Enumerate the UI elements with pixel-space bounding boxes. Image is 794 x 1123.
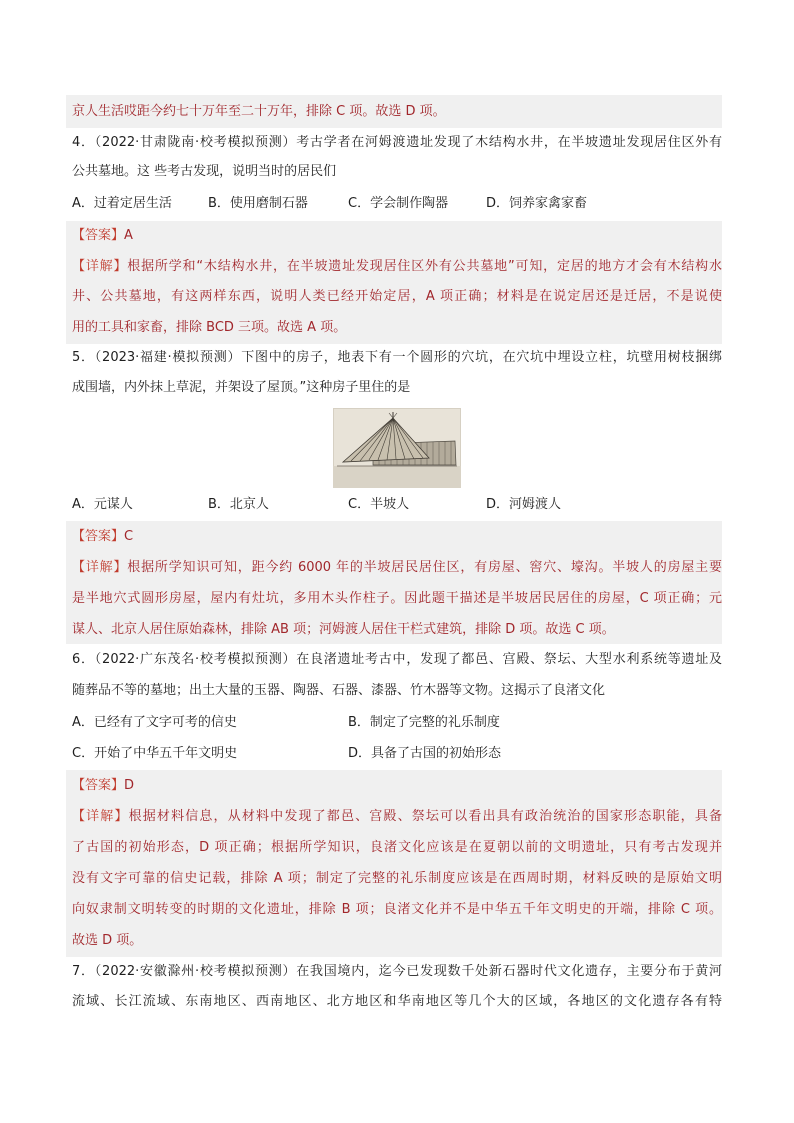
q6-option-d: D．具备了古国的初始形态 — [348, 746, 502, 761]
q4-detail-line-3: 用的工具和家畜，排除 BCD 三项。故选 A 项。 — [72, 320, 347, 335]
q4-option-c: C．学会制作陶器 — [348, 196, 449, 211]
q6-option-c: C．开始了中华五千年文明史 — [72, 746, 238, 761]
q4-option-b: B．使用磨制石器 — [208, 196, 308, 211]
carryover-detail-line: 京人生活哎距今约七十万年至二十万年，排除 C 项。故选 D 项。 — [72, 104, 446, 119]
q4-stem-line-2: 公共墓地。这 些考古发现，说明当时的居民们 — [72, 164, 337, 179]
q6-stem-line-1: 6．（2022·广东茂名·校考模拟预测）在良渚遗址考古中，发现了都邑、宫殿、祭坛、大型水利系统等遗址及 — [72, 652, 722, 667]
q5-stem-line-1: 5．（2023·福建·模拟预测）下图中的房子，地表下有一个圆形的穴坑，在穴坑中埋设立柱，坑壁用树枝捆绑 — [72, 350, 722, 365]
q5-detail-line-1: 【详解】根据所学知识可知，距今约 6000 年的半坡居民居住区，有房屋、窖穴、壕沟。半坡人的房屋主要 — [72, 560, 722, 575]
q5-answer-line — [72, 527, 722, 547]
answer-label: 【答案】 — [72, 228, 125, 243]
q4-option-a: A．过着定居生活 — [72, 196, 172, 211]
detail-label: 【详解】 — [72, 809, 129, 824]
q5-detail-line-3: 谋人、北京人居住原始森林，排除 AB 项；河姆渡人居住干栏式建筑，排除 D 项。故选 C 项。 — [72, 622, 615, 637]
q6-answer-box — [66, 770, 722, 957]
q6-stem-line-2: 随葬品不等的墓地；出土大量的玉器、陶器、石器、漆器、竹木器等文物。这揭示了良渚文化 — [72, 683, 606, 698]
q4-detail-line-1: 【详解】根据所学和“木结构水井，在半坡遗址发现居住区外有公共墓地”可知，定居的地方才会有木结构水 — [72, 259, 722, 274]
q5-stem-line-2: 成围墙，内外抹上草泥，并架设了屋顶。”这种房子里住的是 — [72, 380, 411, 395]
q6-option-a: A．已经有了文字可考的信史 — [72, 715, 237, 730]
q5-answer-value: C — [124, 529, 134, 544]
hut-illustration — [333, 408, 461, 488]
q5-option-c: C．半坡人 — [348, 497, 410, 512]
q5-option-d: D．河姆渡人 — [486, 497, 562, 512]
answer-label: 【答案】 — [72, 529, 125, 544]
q4-answer-value: A — [124, 228, 133, 243]
q5-option-b: B．北京人 — [208, 497, 269, 512]
q4-answer-line — [72, 226, 722, 246]
q6-answer-value: D — [124, 778, 135, 793]
q7-stem-line-1: 7．（2022·安徽滁州·校考模拟预测）在我国境内，迄今已发现数千处新石器时代文化遗存，主要分布于黄河 — [72, 964, 722, 979]
q4-option-d: D．饲养家禽家畜 — [486, 196, 588, 211]
detail-label: 【详解】 — [72, 560, 128, 575]
detail-label: 【详解】 — [72, 259, 128, 274]
q4-stem-line-1: 4．（2022·甘肃陇南·校考模拟预测）考古学者在河姆渡遗址发现了木结构水井，在半坡遗址发现居住区外有 — [72, 135, 722, 150]
q5-detail-line-2: 是半地穴式圆形房屋，屋内有灶坑，多用木头作柱子。因此题干描述是半坡居民居住的房屋，C 项正确；元 — [72, 591, 722, 606]
q5-option-a: A．元谋人 — [72, 497, 133, 512]
q6-detail-line-4: 向奴隶制文明转变的时期的文化遗址，排除 B 项；良渚文化并不是中华五千年文明史的开端，排除 C 项。 — [72, 902, 722, 917]
q6-detail-line-3: 没有文字可靠的信史记载，排除 A 项；制定了完整的礼乐制度应该是在西周时期，材料反映的是原始文明 — [72, 871, 722, 886]
q7-stem-line-2: 流域、长江流域、东南地区、西南地区、北方地区和华南地区等几个大的区域，各地区的文化遗存各有特 — [72, 994, 722, 1009]
q6-detail-line-2: 了古国的初始形态，D 项正确；根据所学知识，良渚文化应该是在夏朝以前的文明遗址，只有考古发现并 — [72, 840, 722, 855]
q6-detail-line-5: 故选 D 项。 — [72, 933, 143, 948]
q4-detail-line-2: 井、公共墓地，有这两样东西，说明人类已经开始定居，A 项正确；材料是在说定居还是迁居，不是说使 — [72, 289, 722, 304]
q6-option-b: B．制定了完整的礼乐制度 — [348, 715, 500, 730]
q6-detail-line-1: 【详解】根据材料信息，从材料中发现了都邑、宫殿、祭坛可以看出具有政治统治的国家形态职能，具备 — [72, 809, 722, 824]
q6-answer-line — [72, 776, 722, 796]
answer-label: 【答案】 — [72, 778, 125, 793]
